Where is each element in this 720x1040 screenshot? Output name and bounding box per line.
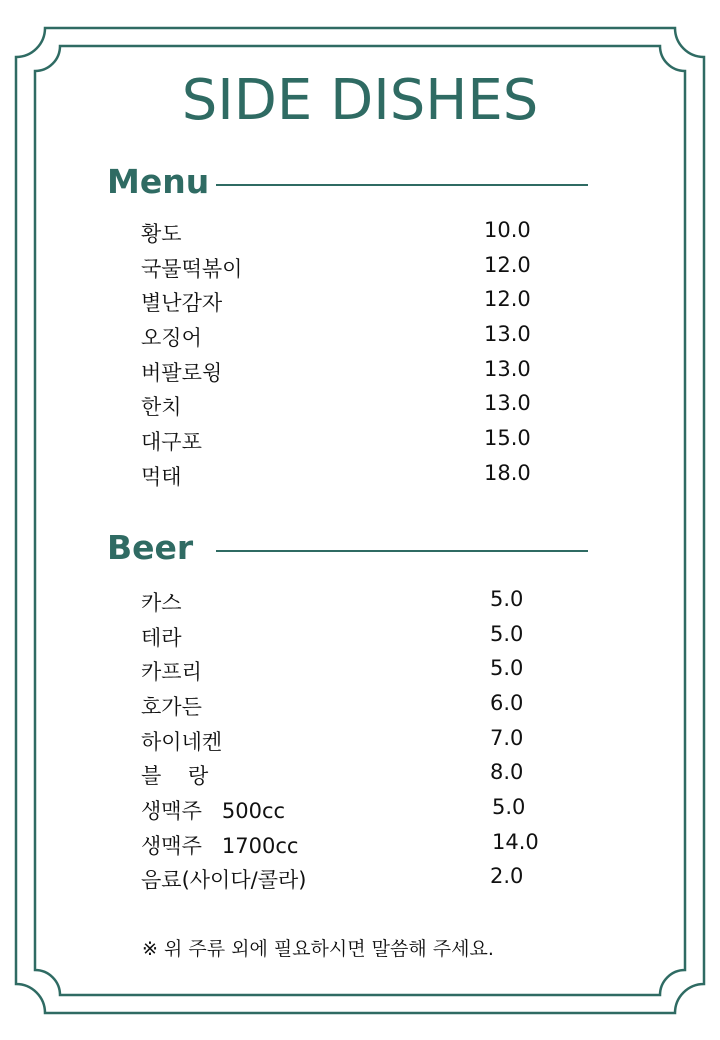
menu-item-name: 황도 [141,222,182,246]
beer-item-name: 카스 [141,591,182,615]
menu-divider [216,184,588,186]
beer-item-price: 8.0 [490,760,524,784]
menu-item-price: 13.0 [484,322,531,346]
beer-item-price: 5.0 [490,656,524,680]
menu-item-price: 18.0 [484,461,531,485]
beer-item-name: 음료(사이다/콜라) [141,868,307,892]
beer-item-name: 테라 [141,626,182,650]
menu-item-name: 오징어 [141,326,202,350]
menu-item-price: 15.0 [484,426,531,450]
menu-item-price: 13.0 [484,357,531,381]
beer-item-price: 14.0 [492,830,539,854]
menu-item-name: 대구포 [141,430,202,454]
beer-item-name: 호가든 [141,695,202,719]
menu-item-price: 12.0 [484,253,531,277]
menu-item-price: 10.0 [484,218,531,242]
menu-item-name: 별난감자 [141,291,223,315]
beer-item-name: 생맥주 1700cc [141,834,299,858]
menu-item-name: 먹태 [141,465,182,489]
beer-item-price: 6.0 [490,691,524,715]
beer-item-price: 5.0 [492,795,526,819]
beer-item-price: 5.0 [490,622,524,646]
beer-item-price: 5.0 [490,587,524,611]
menu-heading: Menu [107,162,210,201]
page-title: SIDE DISHES [181,68,539,133]
beer-heading: Beer [107,528,194,567]
beer-item-name: 생맥주 500cc [141,799,286,823]
menu-item-name: 한치 [141,395,182,419]
menu-item-price: 12.0 [484,287,531,311]
beer-divider [216,550,588,552]
footer-note: ※ 위 주류 외에 필요하시면 말씀해 주세요. [142,938,494,960]
beer-item-name: 카프리 [141,660,202,684]
menu-item-name: 국물떡볶이 [141,257,243,281]
beer-item-price: 7.0 [490,726,524,750]
beer-item-name: 하이네켄 [141,730,223,754]
beer-item-price: 2.0 [490,864,524,888]
menu-item-name: 버팔로윙 [141,361,223,385]
beer-item-name: 블 랑 [141,764,209,788]
menu-item-price: 13.0 [484,391,531,415]
